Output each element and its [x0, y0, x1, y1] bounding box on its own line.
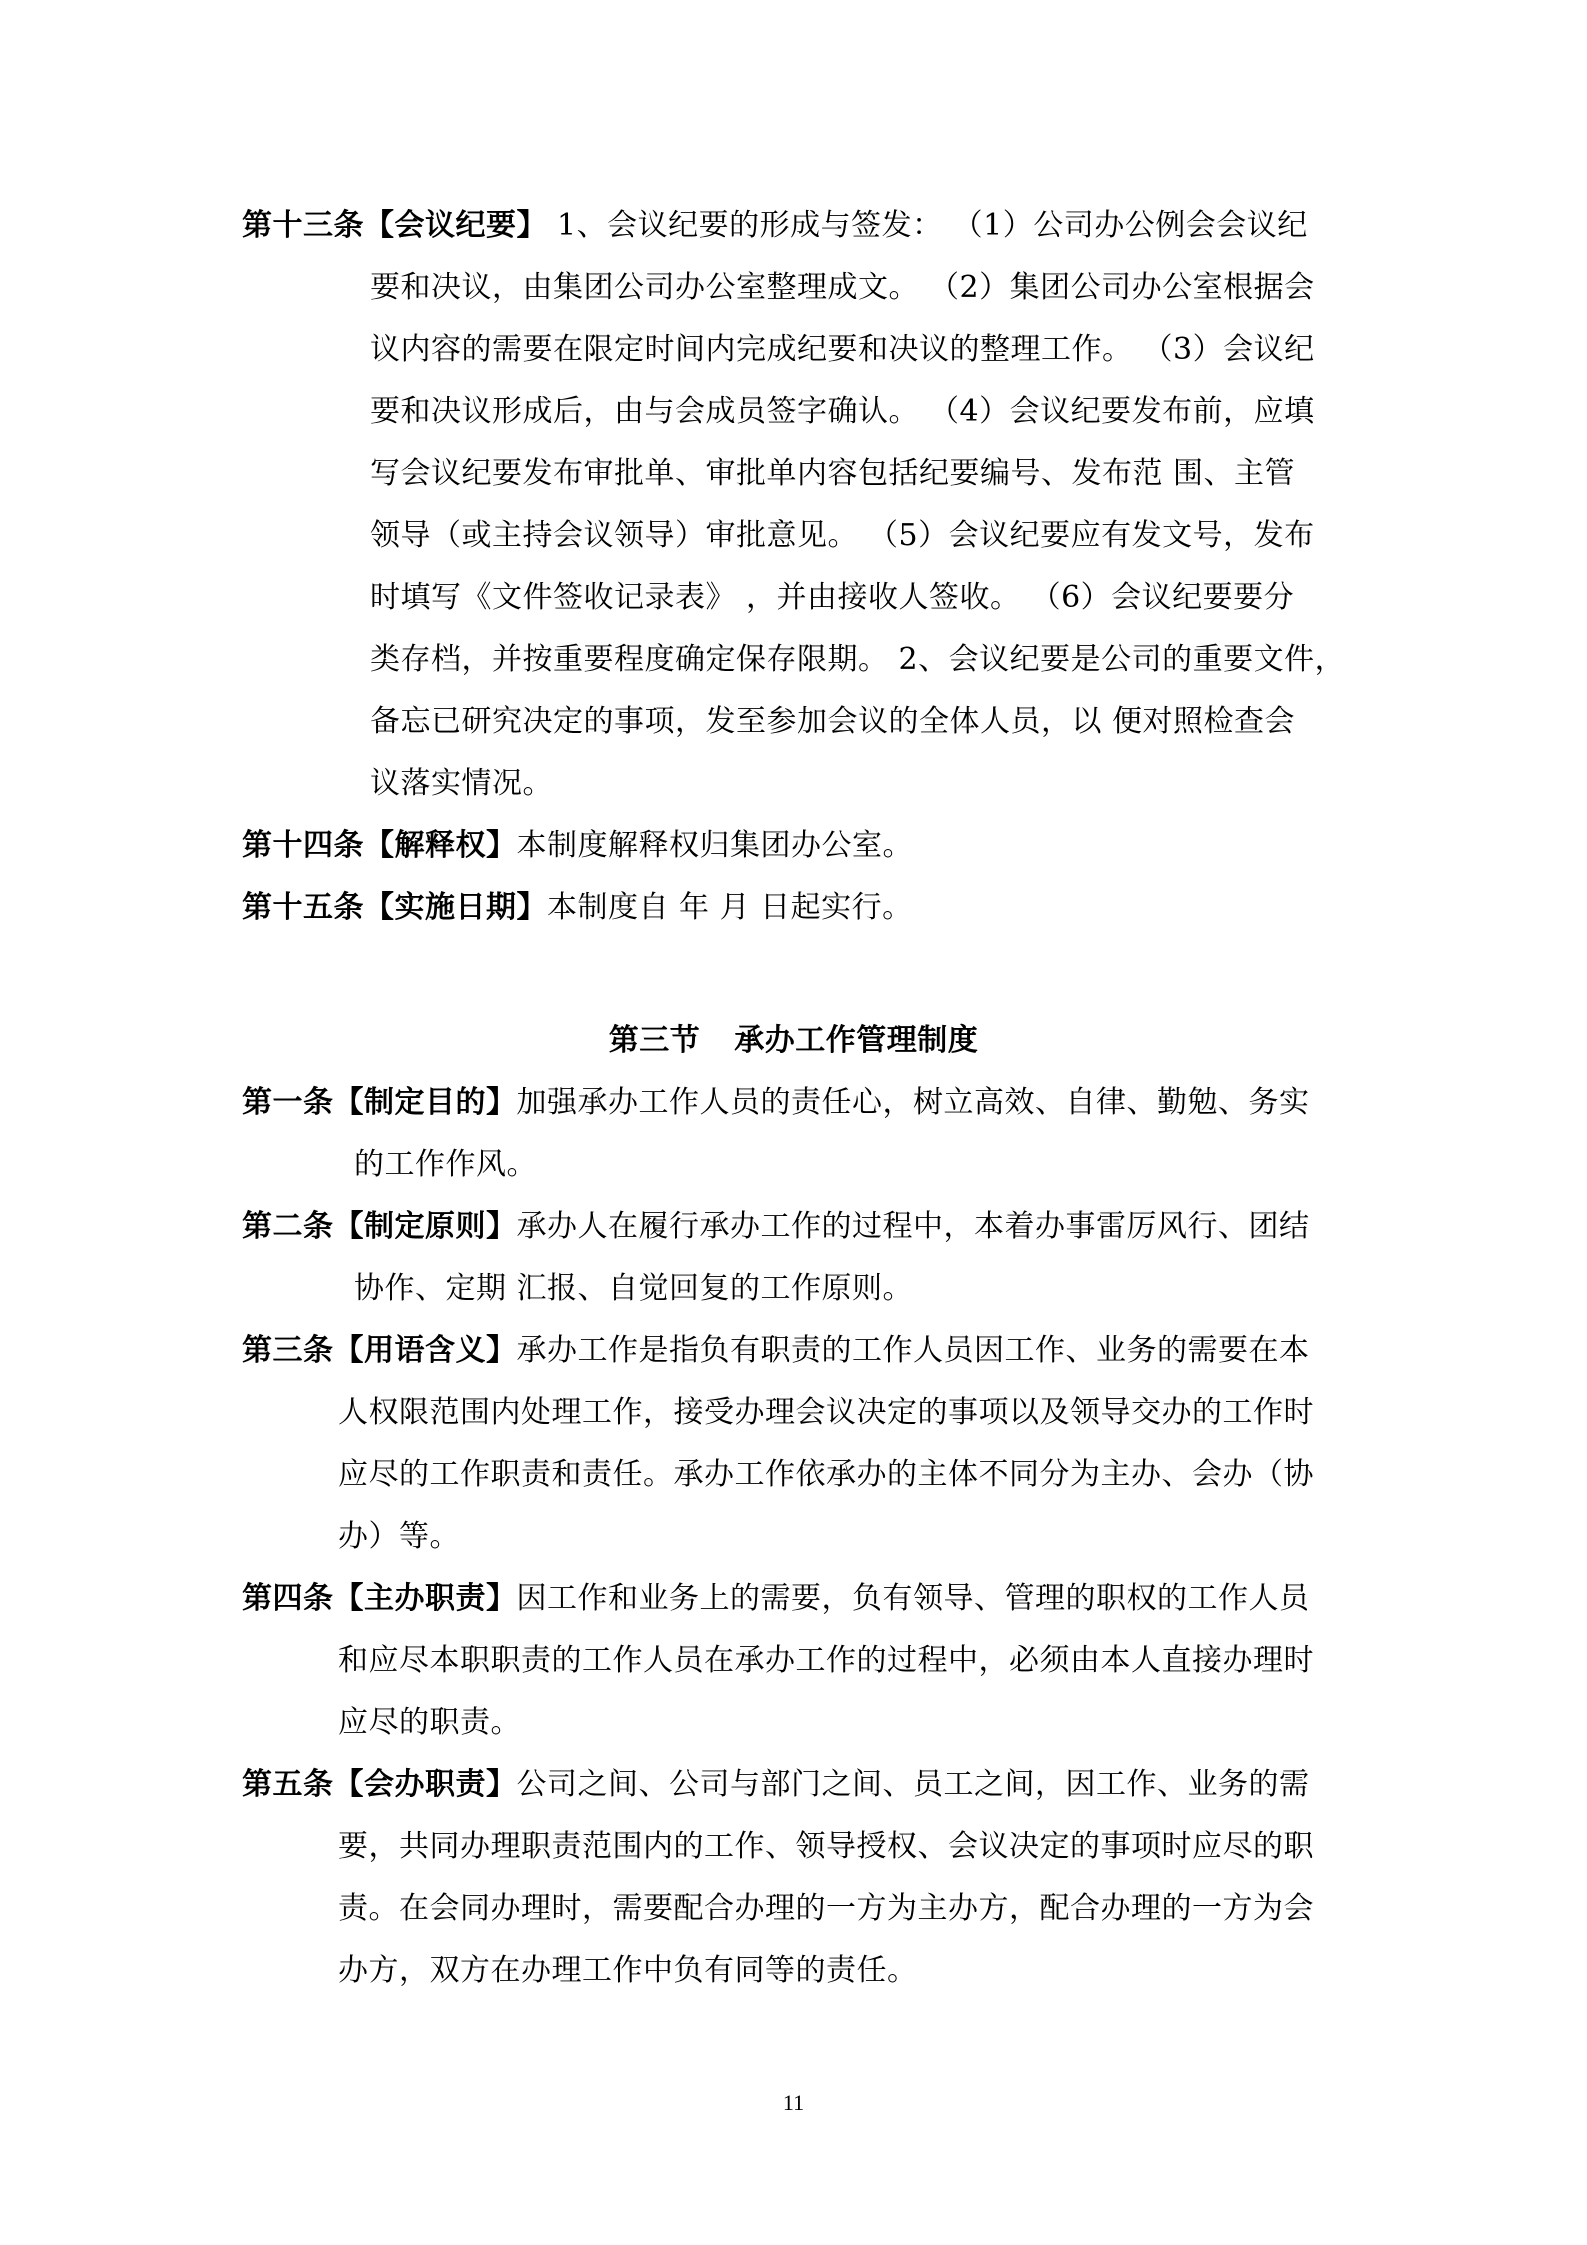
article-text: 1、会议纪要的形成与签发： （1）公司办公例会会议纪 [547, 208, 1308, 243]
article-14 [242, 815, 1352, 877]
article-5 [242, 1754, 1352, 2002]
article-text: 协作、定期 汇报、自觉回复的工作原则。 [354, 1271, 914, 1306]
article-text: 责。在会同办理时，需要配合办理的一方为主办方，配合办理的一方为会 [338, 1891, 1314, 1926]
article-text: 人权限范围内处理工作，接受办理会议决定的事项以及领导交办的工作时 [338, 1395, 1314, 1430]
article-text: 办方，双方在办理工作中负有同等的责任。 [338, 1953, 918, 1988]
article-text: 议落实情况。 [370, 766, 553, 801]
article-text: 时填写《文件签收记录表》 ，并由接收人签收。 （6）会议纪要要分 [370, 580, 1295, 615]
article-text: 领导（或主持会议领导）审批意见。 （5）会议纪要应有发文号，发布 [370, 518, 1315, 553]
article-text: 因工作和业务上的需要，负有领导、管理的职权的工作人员 [516, 1581, 1310, 1616]
article-text: 公司之间、公司与部门之间、员工之间，因工作、业务的需 [516, 1767, 1310, 1802]
article-text: 备忘已研究决定的事项，发至参加会议的全体人员，以 便对照检查会 [370, 704, 1296, 739]
article-text: 承办工作是指负有职责的工作人员因工作、业务的需要在本 [516, 1333, 1310, 1368]
article-text: 加强承办工作人员的责任心，树立高效、自律、勤勉、务实 [516, 1085, 1310, 1120]
article-4 [242, 1568, 1352, 1754]
section-number: 第三节 [608, 1023, 701, 1058]
article-heading: 第五条【会办职责】 [242, 1767, 517, 1802]
article-text: 类存档，并按重要程度确定保存限期。 2、会议纪要是公司的重要文件， [370, 642, 1346, 677]
article-heading: 第四条【主办职责】 [242, 1581, 517, 1616]
article-3 [242, 1320, 1352, 1568]
article-text: 和应尽本职职责的工作人员在承办工作的过程中，必须由本人直接办理时 [338, 1643, 1314, 1678]
article-heading: 第二条【制定原则】 [242, 1209, 517, 1244]
article-text: 写会议纪要发布审批单、审批单内容包括纪要编号、发布范 围、主管 [370, 456, 1296, 491]
article-text: 应尽的工作职责和责任。承办工作依承办的主体不同分为主办、会办（协 [338, 1457, 1314, 1492]
section-title [0, 1010, 1587, 1072]
article-15 [242, 877, 1352, 939]
article-text: 本制度解释权归集团办公室。 [516, 828, 913, 863]
article-text: 议内容的需要在限定时间内完成纪要和决议的整理工作。 （3）会议纪 [370, 332, 1315, 367]
article-text: 办）等。 [338, 1519, 460, 1554]
article-text: 要，共同办理职责范围内的工作、领导授权、会议决定的事项时应尽的职 [338, 1829, 1314, 1864]
article-heading: 第三条【用语含义】 [242, 1333, 517, 1368]
article-text: 要和决议，由集团公司办公室整理成文。 （2）集团公司办公室根据会 [370, 270, 1315, 305]
page-number: 11 [782, 2090, 805, 2115]
article-heading: 第一条【制定目的】 [242, 1085, 517, 1120]
article-1 [242, 1072, 1352, 1196]
article-text: 要和决议形成后，由与会成员签字确认。 （4）会议纪要发布前，应填 [370, 394, 1315, 429]
article-13 [242, 195, 1352, 815]
article-2 [242, 1196, 1352, 1320]
article-heading: 第十三条【会议纪要】 [242, 208, 547, 243]
article-heading: 第十五条【实施日期】 [242, 890, 547, 925]
article-text: 应尽的职责。 [338, 1705, 521, 1740]
article-text: 承办人在履行承办工作的过程中，本着办事雷厉风行、团结 [516, 1209, 1310, 1244]
section-name: 承办工作管理制度 [734, 1023, 979, 1058]
article-text: 本制度自 年 月 日起实行。 [547, 890, 913, 925]
article-heading: 第十四条【解释权】 [242, 828, 517, 863]
article-text: 的工作作风。 [354, 1147, 537, 1182]
